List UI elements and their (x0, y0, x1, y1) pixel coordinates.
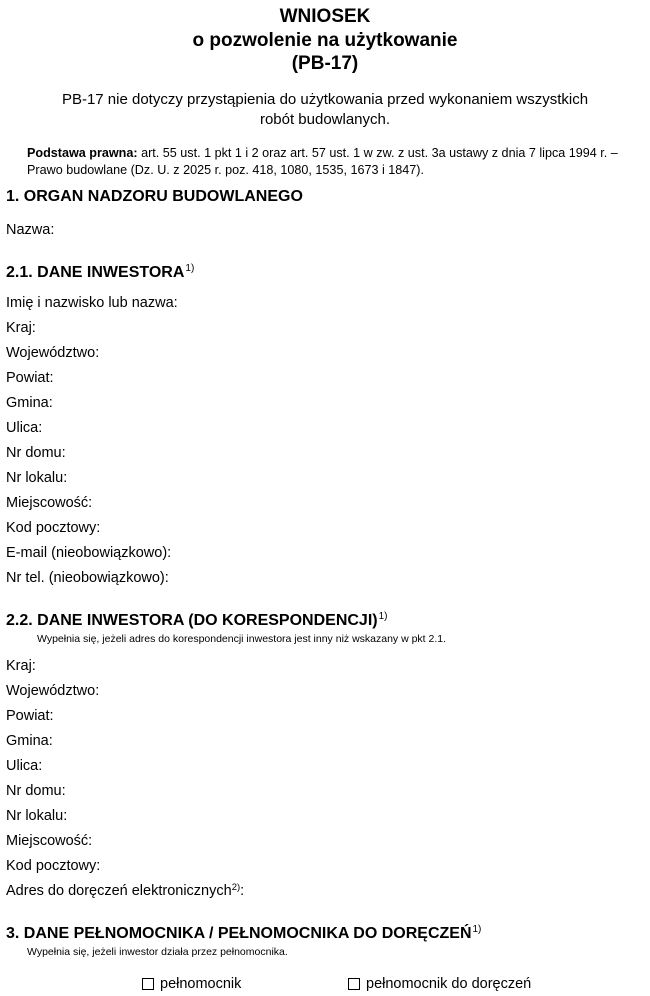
field-corr-voivodeship[interactable]: Województwo: (6, 683, 100, 699)
field-investor-house-number[interactable]: Nr domu: (6, 445, 66, 461)
field-corr-city[interactable]: Miejscowość: (6, 833, 93, 849)
edelivery-label: Adres do doręczeń elektronicznych (6, 883, 232, 899)
section-3-title (6, 924, 481, 946)
checkbox-square-icon[interactable] (142, 978, 154, 990)
field-corr-commune[interactable]: Gmina: (6, 733, 53, 749)
legal-basis-label: Podstawa prawna: (27, 146, 138, 160)
field-investor-phone[interactable]: Nr tel. (nieobowiązkowo): (6, 570, 169, 586)
field-corr-edelivery-address[interactable] (6, 882, 244, 902)
scope-note-line2: robót budowlanych. (259, 111, 391, 128)
footnote-marker: 2) (231, 882, 241, 893)
section-3-title-text: 3. DANE PEŁNOMOCNIKA / PEŁNOMOCNIKA DO DORĘCZEŃ (6, 925, 472, 942)
section-2-1-title (6, 263, 194, 285)
field-corr-county[interactable]: Powiat: (6, 708, 54, 724)
field-corr-apartment-number[interactable]: Nr lokalu: (6, 808, 68, 824)
field-investor-email[interactable]: E-mail (nieobowiązkowo): (6, 545, 172, 561)
form-subtitle: o pozwolenie na użytkowanie (192, 30, 458, 51)
field-corr-house-number[interactable]: Nr domu: (6, 783, 66, 799)
proxy-checkbox-label: pełnomocnik (160, 976, 242, 992)
field-investor-country[interactable]: Kraj: (6, 320, 36, 336)
field-investor-street[interactable]: Ulica: (6, 420, 43, 436)
field-investor-postal-code[interactable]: Kod pocztowy: (6, 520, 101, 536)
footnote-marker: 1) (472, 924, 482, 935)
section-2-1-title-text: 2.1. DANE INWESTORA (6, 264, 185, 281)
footnote-marker: 1) (185, 263, 195, 274)
delivery-proxy-checkbox-label: pełnomocnik do doręczeń (366, 976, 532, 992)
field-investor-city[interactable]: Miejscowość: (6, 495, 93, 511)
section-2-2-title-text: 2.2. DANE INWESTORA (DO KORESPONDENCJI) (6, 612, 378, 629)
field-corr-street[interactable]: Ulica: (6, 758, 43, 774)
field-investor-voivodeship[interactable]: Województwo: (6, 345, 100, 361)
section-1-title: 1. ORGAN NADZORU BUDOWLANEGO (6, 188, 303, 205)
delivery-proxy-checkbox[interactable] (348, 975, 531, 993)
field-organ-name[interactable]: Nazwa: (6, 222, 55, 238)
checkbox-square-icon[interactable] (348, 978, 360, 990)
field-investor-name[interactable]: Imię i nazwisko lub nazwa: (6, 295, 178, 311)
section-2-2-title (6, 611, 388, 633)
proxy-checkbox[interactable] (142, 975, 241, 993)
field-investor-apartment-number[interactable]: Nr lokalu: (6, 470, 68, 486)
form-title: WNIOSEK (279, 6, 371, 27)
section-3-hint: Wypełnia się, jeżeli inwestor działa przez pełnomocnika. (27, 946, 288, 958)
legal-basis-text-1: art. 55 ust. 1 pkt 1 i 2 oraz art. 57 ust. 1 w zw. z ust. 3a ustawy z dnia 7 lipca 1994 r. – (137, 146, 618, 160)
section-2-2-hint: Wypełnia się, jeżeli adres do korespondencji inwestora jest inny niż wskazany w pkt 2.1. (37, 633, 447, 645)
edelivery-colon: : (240, 883, 245, 899)
field-investor-commune[interactable]: Gmina: (6, 395, 53, 411)
legal-basis (27, 145, 642, 179)
form-code: (PB-17) (291, 53, 359, 74)
field-investor-county[interactable]: Powiat: (6, 370, 54, 386)
scope-note-line1: PB-17 nie dotyczy przystąpienia do użytkowania przed wykonaniem wszystkich (61, 91, 589, 108)
footnote-marker: 1) (378, 611, 388, 622)
field-corr-country[interactable]: Kraj: (6, 658, 36, 674)
legal-basis-text-2: Prawo budowlane (Dz. U. z 2025 r. poz. 418, 1080, 1535, 1673 i 1847). (27, 163, 424, 177)
field-corr-postal-code[interactable]: Kod pocztowy: (6, 858, 101, 874)
